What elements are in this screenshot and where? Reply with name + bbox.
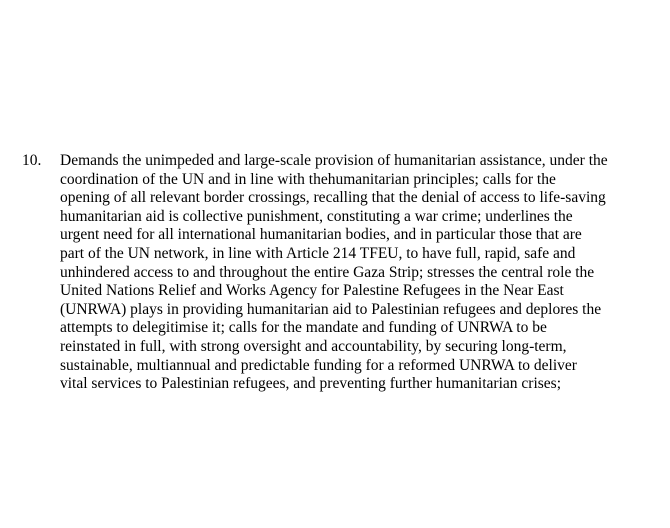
paragraph-line: opening of all relevant border crossings, recalling that the denial of access to life-saving [60,189,606,207]
paragraph-line: urgent need for all international humanitarian bodies, and in particular those that are [60,226,582,244]
paragraph-line: United Nations Relief and Works Agency for Palestine Refugees in the Near East [60,282,564,300]
paragraph-line: reinstated in full, with strong oversight and accountability, by securing long-term, [60,337,567,355]
paragraph-line: humanitarian aid is collective punishment, constituting a war crime; underlines the [60,207,573,225]
paragraph-line: attempts to delegitimise it; calls for the mandate and funding of UNRWA to be [60,319,547,337]
paragraph-number: 10. [22,152,42,169]
paragraph-line: Demands the unimpeded and large-scale provision of humanitarian assistance, under the [60,152,608,169]
paragraph-line: vital services to Palestinian refugees, and preventing further humanitarian crises; [60,375,561,393]
paragraph-body [60,152,632,394]
paragraph-line: sustainable, multiannual and predictable funding for a reformed UNRWA to deliver [60,356,577,374]
paragraph-line: (UNRWA) plays in providing humanitarian aid to Palestinian refugees and deplores the [60,300,602,318]
paragraph-line: unhindered access to and throughout the entire Gaza Strip; stresses the central role the [60,263,595,281]
paragraph-line: coordination of the UN and in line with thehumanitarian principles; calls for the [60,170,556,188]
paragraph-line: part of the UN network, in line with Article 214 TFEU, to have full, rapid, safe and [60,244,576,262]
